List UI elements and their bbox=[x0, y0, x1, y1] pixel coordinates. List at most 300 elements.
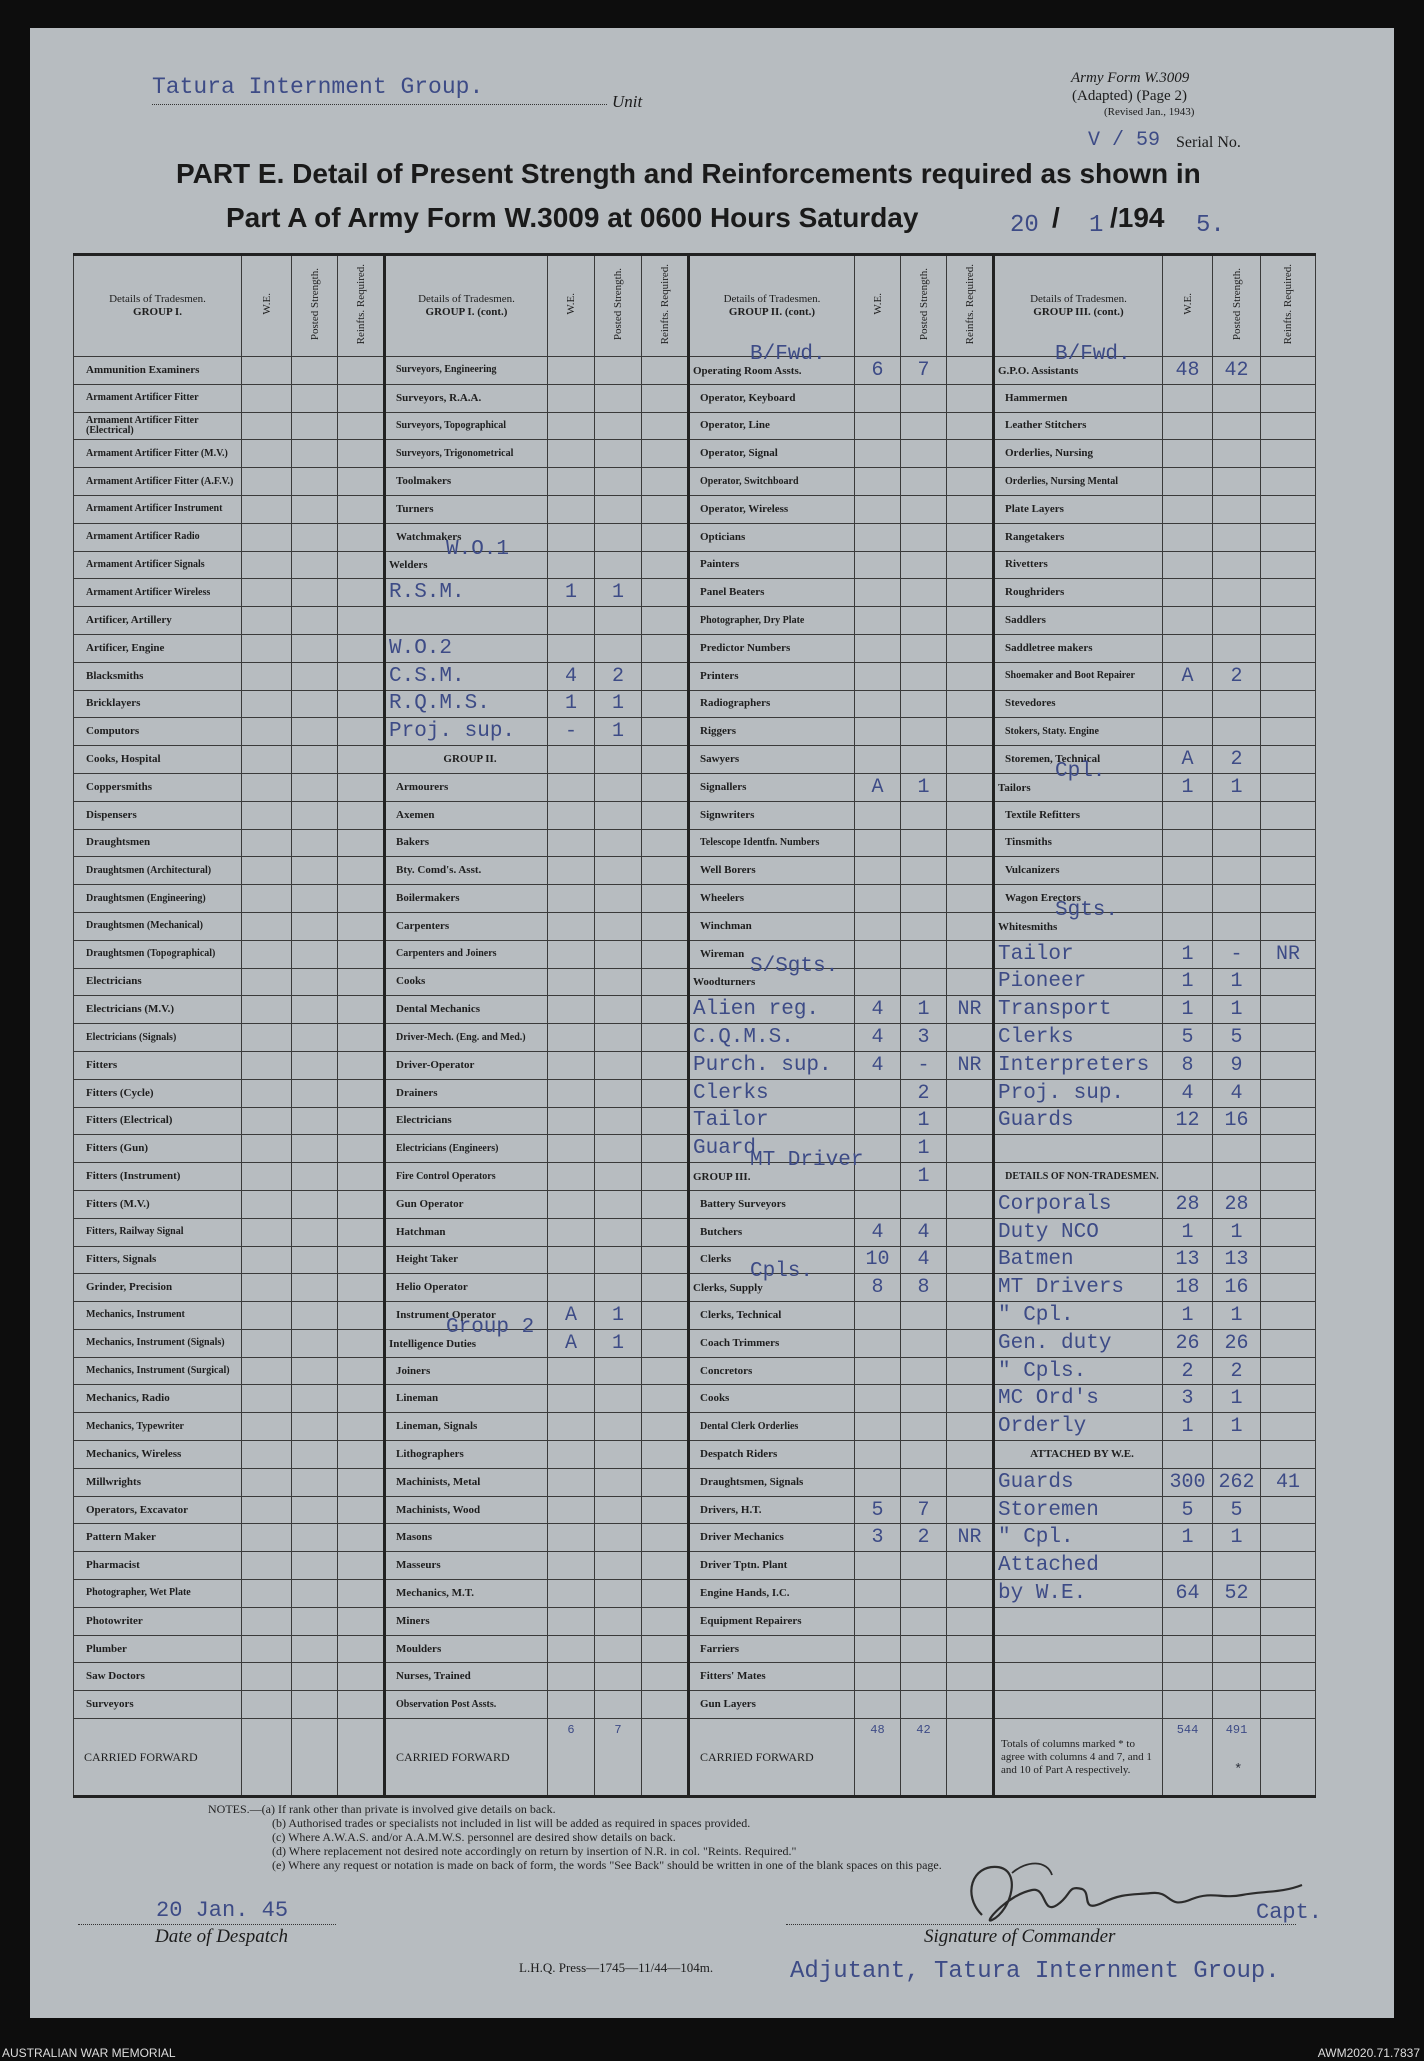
posted-value bbox=[901, 662, 947, 690]
we-value bbox=[1163, 384, 1213, 412]
note-e: (e) Where any request or notation is made on back of form, the words "See Back" should be written in one of the blank spaces on this page. bbox=[272, 1858, 942, 1872]
posted-value: 1 bbox=[1213, 1218, 1261, 1246]
we-value bbox=[548, 357, 595, 385]
reinfts-value bbox=[1261, 1691, 1316, 1719]
we-value bbox=[548, 412, 595, 440]
trade-cell: Toolmakers bbox=[385, 468, 548, 496]
we-value bbox=[1163, 468, 1213, 496]
trade-cell bbox=[994, 996, 1163, 1024]
header-we: W.E. bbox=[855, 255, 901, 357]
we-value: 2 bbox=[1163, 1357, 1213, 1385]
we-value: 4 bbox=[855, 1051, 901, 1079]
typed-entry: MC Ord's bbox=[998, 1387, 1099, 1411]
posted-value bbox=[1213, 801, 1261, 829]
we-value bbox=[855, 1413, 901, 1441]
we-value bbox=[855, 607, 901, 635]
posted-value bbox=[1213, 1441, 1261, 1469]
posted-value: 52 bbox=[1213, 1580, 1261, 1608]
trade-cell bbox=[994, 1552, 1163, 1580]
we-value bbox=[548, 551, 595, 579]
reinfts-value bbox=[1261, 468, 1316, 496]
header-we: W.E. bbox=[1163, 255, 1213, 357]
we-value bbox=[1163, 1663, 1213, 1691]
posted-value bbox=[595, 1441, 642, 1469]
trade-cell: Photographer, Dry Plate bbox=[689, 607, 855, 635]
reinfts-value bbox=[1261, 718, 1316, 746]
trade-cell: Electricians (Engineers) bbox=[385, 1135, 548, 1163]
trade-cell: Saddlers bbox=[994, 607, 1163, 635]
title-month: 1 bbox=[1089, 212, 1104, 239]
reinfts-value bbox=[1261, 1051, 1316, 1079]
we-value bbox=[242, 690, 292, 718]
title-line2: Part A of Army Form W.3009 at 0600 Hours Saturday bbox=[226, 202, 919, 233]
reinfts-value bbox=[947, 412, 994, 440]
reinfts-value bbox=[1261, 1524, 1316, 1552]
reinfts-value bbox=[1261, 1496, 1316, 1524]
we-value bbox=[242, 1024, 292, 1052]
reinfts-value bbox=[338, 1163, 385, 1191]
reinfts-value bbox=[947, 940, 994, 968]
trade-cell: Blacksmiths bbox=[74, 662, 242, 690]
we-value bbox=[242, 551, 292, 579]
trade-cell: Tinsmiths bbox=[994, 829, 1163, 857]
typed-entry: Purch. sup. bbox=[693, 1053, 832, 1077]
reinfts-value bbox=[1261, 968, 1316, 996]
posted-value bbox=[595, 829, 642, 857]
trade-cell: Electricians bbox=[385, 1107, 548, 1135]
trade-cell: Coach Trimmers bbox=[689, 1329, 855, 1357]
we-value bbox=[548, 468, 595, 496]
we-value bbox=[242, 1079, 292, 1107]
we-value bbox=[242, 357, 292, 385]
posted-value: 2 bbox=[595, 662, 642, 690]
reinfts-value bbox=[338, 384, 385, 412]
we-value bbox=[548, 440, 595, 468]
we-value: 5 bbox=[855, 1496, 901, 1524]
posted-value: 1 bbox=[595, 690, 642, 718]
typed-entry: Guard bbox=[693, 1137, 757, 1161]
trade-cell bbox=[994, 1218, 1163, 1246]
table-row bbox=[74, 1552, 1316, 1580]
trade-cell: Armament Artificer Fitter bbox=[74, 384, 242, 412]
posted-value bbox=[292, 912, 338, 940]
we-value: 4 bbox=[548, 662, 595, 690]
posted-value: 1 bbox=[595, 579, 642, 607]
we-value bbox=[242, 634, 292, 662]
c2-total-posted: 7 bbox=[595, 1719, 642, 1797]
typed-entry: " Cpls. bbox=[998, 1359, 1087, 1383]
we-value bbox=[1163, 495, 1213, 523]
reinfts-value bbox=[338, 1496, 385, 1524]
we-value: 3 bbox=[855, 1524, 901, 1552]
we-value bbox=[855, 662, 901, 690]
typed-entry: B/Fwd. bbox=[750, 343, 826, 366]
reinfts-value bbox=[642, 1580, 689, 1608]
reinfts-value bbox=[642, 1329, 689, 1357]
reinfts-value bbox=[338, 690, 385, 718]
typed-entry: Pioneer bbox=[998, 970, 1087, 994]
we-value bbox=[1163, 829, 1213, 857]
c3-total-we: 48 bbox=[855, 1719, 901, 1797]
reinfts-value bbox=[642, 1274, 689, 1302]
trade-cell bbox=[689, 1079, 855, 1107]
reinfts-value bbox=[947, 1468, 994, 1496]
posted-value: 1 bbox=[901, 1163, 947, 1191]
we-value bbox=[1163, 412, 1213, 440]
archive-credit: AUSTRALIAN WAR MEMORIAL bbox=[2, 2046, 176, 2060]
trade-cell: Driver-Mech. (Eng. and Med.) bbox=[385, 1024, 548, 1052]
trade-cell: Winchman bbox=[689, 912, 855, 940]
table-row bbox=[74, 1635, 1316, 1663]
trade-cell: Operator, Signal bbox=[689, 440, 855, 468]
reinfts-value: 41 bbox=[1261, 1468, 1316, 1496]
trade-cell: Artificer, Artillery bbox=[74, 607, 242, 635]
table-row bbox=[74, 1413, 1316, 1441]
we-value: A bbox=[855, 773, 901, 801]
table-row bbox=[74, 1580, 1316, 1608]
trade-cell: Lithographers bbox=[385, 1441, 548, 1469]
posted-value bbox=[901, 940, 947, 968]
trade-cell: Carpenters and Joiners bbox=[385, 940, 548, 968]
we-value bbox=[855, 1552, 901, 1580]
we-value bbox=[1163, 634, 1213, 662]
reinfts-value bbox=[642, 1691, 689, 1719]
posted-value bbox=[901, 440, 947, 468]
we-value bbox=[548, 1163, 595, 1191]
reinfts-value bbox=[947, 1163, 994, 1191]
reinfts-value bbox=[642, 1135, 689, 1163]
header-reinfts: Reinfts. Required. bbox=[947, 255, 994, 357]
posted-value bbox=[901, 1385, 947, 1413]
reinfts-value bbox=[1261, 384, 1316, 412]
trade-cell: Nurses, Trained bbox=[385, 1663, 548, 1691]
typed-entry: Batmen bbox=[998, 1248, 1074, 1272]
form-id-line2: (Adapted) (Page 2) bbox=[1072, 88, 1187, 104]
trade-cell: Well Borers bbox=[689, 857, 855, 885]
posted-value bbox=[292, 357, 338, 385]
trade-cell bbox=[385, 579, 548, 607]
posted-value bbox=[292, 940, 338, 968]
posted-value: 4 bbox=[901, 1218, 947, 1246]
trade-cell bbox=[994, 1302, 1163, 1330]
posted-value bbox=[595, 1468, 642, 1496]
we-value bbox=[548, 746, 595, 774]
posted-value bbox=[595, 912, 642, 940]
typed-entry: R.S.M. bbox=[389, 581, 465, 605]
posted-value bbox=[1213, 1663, 1261, 1691]
posted-value bbox=[901, 1441, 947, 1469]
we-value bbox=[548, 1218, 595, 1246]
note-c: (c) Where A.W.A.S. and/or A.A.M.W.S. personnel are desired show details on back. bbox=[272, 1830, 676, 1844]
posted-value bbox=[292, 1413, 338, 1441]
posted-value bbox=[595, 1024, 642, 1052]
table-row bbox=[74, 690, 1316, 718]
posted-value bbox=[595, 996, 642, 1024]
we-value bbox=[548, 1607, 595, 1635]
posted-value bbox=[901, 412, 947, 440]
we-value bbox=[1163, 885, 1213, 913]
we-value bbox=[242, 1135, 292, 1163]
table-row bbox=[74, 940, 1316, 968]
posted-value: 1 bbox=[595, 1302, 642, 1330]
posted-value: 1 bbox=[1213, 996, 1261, 1024]
posted-value bbox=[292, 1107, 338, 1135]
reinfts-value bbox=[338, 412, 385, 440]
reinfts-value bbox=[338, 1691, 385, 1719]
trade-cell: Miners bbox=[385, 1607, 548, 1635]
posted-value bbox=[1213, 579, 1261, 607]
we-value: 5 bbox=[1163, 1024, 1213, 1052]
trade-cell: Mechanics, M.T. bbox=[385, 1580, 548, 1608]
reinfts-value bbox=[947, 1496, 994, 1524]
table-row bbox=[74, 523, 1316, 551]
posted-value bbox=[901, 1607, 947, 1635]
reinfts-value bbox=[338, 857, 385, 885]
table-header-row bbox=[74, 255, 1316, 357]
reinfts-value bbox=[947, 1580, 994, 1608]
table-row bbox=[74, 662, 1316, 690]
reinfts-value bbox=[947, 1135, 994, 1163]
trade-cell: Roughriders bbox=[994, 579, 1163, 607]
posted-value bbox=[901, 829, 947, 857]
trade-cell bbox=[994, 1357, 1163, 1385]
typed-entry: R.Q.M.S. bbox=[389, 692, 490, 716]
trade-cell bbox=[689, 1107, 855, 1135]
reinfts-value bbox=[947, 523, 994, 551]
table-row bbox=[74, 1329, 1316, 1357]
signature-role: Adjutant, Tatura Internment Group. bbox=[790, 1958, 1280, 1985]
reinfts-value bbox=[338, 1218, 385, 1246]
posted-value bbox=[1213, 384, 1261, 412]
posted-value bbox=[595, 1413, 642, 1441]
reinfts-value bbox=[642, 468, 689, 496]
posted-value bbox=[1213, 885, 1261, 913]
trade-label: Woodturners bbox=[693, 976, 756, 989]
posted-value bbox=[292, 968, 338, 996]
posted-value: 4 bbox=[901, 1246, 947, 1274]
posted-value: - bbox=[1213, 940, 1261, 968]
reinfts-value bbox=[1261, 579, 1316, 607]
posted-value bbox=[595, 440, 642, 468]
trade-cell: Draughtsmen (Architectural) bbox=[74, 857, 242, 885]
posted-value bbox=[292, 1663, 338, 1691]
reinfts-value bbox=[338, 940, 385, 968]
we-value: 1 bbox=[1163, 773, 1213, 801]
reinfts-value bbox=[947, 1190, 994, 1218]
typed-entry: W.O.1 bbox=[446, 537, 510, 561]
posted-value: 8 bbox=[901, 1274, 947, 1302]
reinfts-value bbox=[338, 801, 385, 829]
reinfts-value bbox=[947, 912, 994, 940]
reinfts-value bbox=[1261, 1163, 1316, 1191]
trade-cell bbox=[994, 1496, 1163, 1524]
typed-entry: Proj. sup. bbox=[998, 1081, 1125, 1105]
we-value bbox=[548, 1552, 595, 1580]
posted-value bbox=[901, 801, 947, 829]
posted-value bbox=[595, 885, 642, 913]
trade-cell: Millwrights bbox=[74, 1468, 242, 1496]
posted-value bbox=[595, 1274, 642, 1302]
reinfts-value bbox=[338, 1385, 385, 1413]
trade-cell bbox=[385, 718, 548, 746]
trade-cell: Lineman bbox=[385, 1385, 548, 1413]
reinfts-value bbox=[642, 801, 689, 829]
posted-value: 262 bbox=[1213, 1468, 1261, 1496]
trade-cell: Grinder, Precision bbox=[74, 1274, 242, 1302]
reinfts-value bbox=[1261, 440, 1316, 468]
we-value bbox=[855, 1580, 901, 1608]
trade-cell: Cooks, Hospital bbox=[74, 746, 242, 774]
title-line1: PART E. Detail of Present Strength and Reinforcements required as shown in bbox=[176, 158, 1201, 189]
we-value bbox=[855, 968, 901, 996]
we-value: 8 bbox=[855, 1274, 901, 1302]
posted-value: 1 bbox=[1213, 1385, 1261, 1413]
we-value bbox=[548, 1413, 595, 1441]
trade-cell: Mechanics, Typewriter bbox=[74, 1413, 242, 1441]
reinfts-value bbox=[947, 384, 994, 412]
reinfts-value bbox=[947, 440, 994, 468]
reinfts-value bbox=[947, 746, 994, 774]
trade-cell: Coppersmiths bbox=[74, 773, 242, 801]
reinfts-value bbox=[642, 1107, 689, 1135]
reinfts-value bbox=[1261, 912, 1316, 940]
reinfts-value bbox=[1261, 1552, 1316, 1580]
reinfts-value bbox=[1261, 1135, 1316, 1163]
posted-value bbox=[292, 1580, 338, 1608]
reinfts-value bbox=[338, 1663, 385, 1691]
typed-entry: Cpl. bbox=[1055, 759, 1106, 783]
posted-value bbox=[901, 690, 947, 718]
reinfts-value bbox=[338, 1246, 385, 1274]
trade-cell: Leather Stitchers bbox=[994, 412, 1163, 440]
posted-value: 1 bbox=[595, 718, 642, 746]
trade-label: Operating Room Assts. bbox=[693, 364, 802, 377]
table-row bbox=[74, 1107, 1316, 1135]
posted-value bbox=[595, 857, 642, 885]
reinfts-value bbox=[338, 996, 385, 1024]
title-day: 20 bbox=[1010, 212, 1039, 239]
reinfts-value bbox=[1261, 1246, 1316, 1274]
typed-entry: Proj. sup. bbox=[389, 720, 516, 744]
trade-cell: Draughtsmen (Engineering) bbox=[74, 885, 242, 913]
posted-value bbox=[292, 1329, 338, 1357]
we-value bbox=[242, 773, 292, 801]
posted-value bbox=[1213, 912, 1261, 940]
typed-entry: Interpreters bbox=[998, 1053, 1150, 1077]
reinfts-value bbox=[338, 523, 385, 551]
reinfts-value bbox=[1261, 634, 1316, 662]
trade-cell: Fitters, Railway Signal bbox=[74, 1218, 242, 1246]
trade-cell: Cooks bbox=[689, 1385, 855, 1413]
reinfts-value bbox=[947, 357, 994, 385]
reinfts-value bbox=[338, 440, 385, 468]
typed-entry: Alien reg. bbox=[693, 998, 820, 1022]
posted-value bbox=[292, 1357, 338, 1385]
posted-value bbox=[1213, 551, 1261, 579]
c3-total-posted: 42 bbox=[901, 1719, 947, 1797]
trade-cell bbox=[385, 662, 548, 690]
trade-cell: Electricians bbox=[74, 968, 242, 996]
trade-cell: Equipment Repairers bbox=[689, 1607, 855, 1635]
table-row bbox=[74, 1691, 1316, 1719]
notes-block bbox=[208, 1802, 942, 1872]
posted-value bbox=[901, 551, 947, 579]
trade-cell bbox=[994, 1246, 1163, 1274]
reinfts-value bbox=[642, 1635, 689, 1663]
posted-value bbox=[901, 746, 947, 774]
reinfts-value bbox=[1261, 1441, 1316, 1469]
trade-cell: Driver-Operator bbox=[385, 1051, 548, 1079]
reinfts-value bbox=[1261, 357, 1316, 385]
we-value bbox=[855, 1329, 901, 1357]
posted-value bbox=[595, 1190, 642, 1218]
trade-cell: Fitters (Cycle) bbox=[74, 1079, 242, 1107]
posted-value bbox=[595, 1135, 642, 1163]
trade-cell bbox=[689, 1024, 855, 1052]
posted-value bbox=[292, 551, 338, 579]
table-row bbox=[74, 607, 1316, 635]
reinfts-value bbox=[1261, 1663, 1316, 1691]
trade-cell: Height Taker bbox=[385, 1246, 548, 1274]
posted-value bbox=[595, 746, 642, 774]
reinfts-value bbox=[1261, 1079, 1316, 1107]
trade-cell: Engine Hands, I.C. bbox=[689, 1580, 855, 1608]
posted-value bbox=[292, 1274, 338, 1302]
posted-value: 7 bbox=[901, 357, 947, 385]
posted-value bbox=[1213, 523, 1261, 551]
reinfts-value bbox=[338, 1024, 385, 1052]
carried-forward-row bbox=[74, 1719, 1316, 1797]
we-value: 64 bbox=[1163, 1580, 1213, 1608]
posted-value bbox=[1213, 690, 1261, 718]
posted-value: 2 bbox=[901, 1079, 947, 1107]
trade-cell bbox=[994, 1024, 1163, 1052]
c1-total-posted bbox=[292, 1719, 338, 1797]
trade-cell: Armament Artificer Signals bbox=[74, 551, 242, 579]
we-value: 1 bbox=[1163, 1413, 1213, 1441]
trade-cell: Textile Refitters bbox=[994, 801, 1163, 829]
trade-cell: Operators, Excavator bbox=[74, 1496, 242, 1524]
reinfts-value bbox=[947, 1552, 994, 1580]
trade-label: G.P.O. Assistants bbox=[998, 364, 1079, 377]
posted-value bbox=[595, 1357, 642, 1385]
table-row bbox=[74, 857, 1316, 885]
strength-table bbox=[73, 253, 1316, 1798]
reinfts-value bbox=[338, 912, 385, 940]
we-value bbox=[548, 523, 595, 551]
posted-value bbox=[292, 1385, 338, 1413]
trade-cell: Signallers bbox=[689, 773, 855, 801]
table-row bbox=[74, 885, 1316, 913]
posted-value bbox=[1213, 1691, 1261, 1719]
we-value bbox=[242, 523, 292, 551]
trade-cell: Clerks, Technical bbox=[689, 1302, 855, 1330]
we-value bbox=[548, 1024, 595, 1052]
trade-cell bbox=[994, 1524, 1163, 1552]
trade-cell: Operator, Keyboard bbox=[689, 384, 855, 412]
trade-cell bbox=[994, 1107, 1163, 1135]
we-value bbox=[548, 607, 595, 635]
posted-value bbox=[595, 1607, 642, 1635]
posted-value bbox=[292, 773, 338, 801]
posted-value bbox=[1213, 1135, 1261, 1163]
we-value bbox=[548, 912, 595, 940]
typed-entry: S/Sgts. bbox=[750, 954, 839, 978]
we-value bbox=[242, 968, 292, 996]
we-value bbox=[855, 440, 901, 468]
reinfts-value bbox=[947, 1107, 994, 1135]
trade-cell: Hammermen bbox=[994, 384, 1163, 412]
